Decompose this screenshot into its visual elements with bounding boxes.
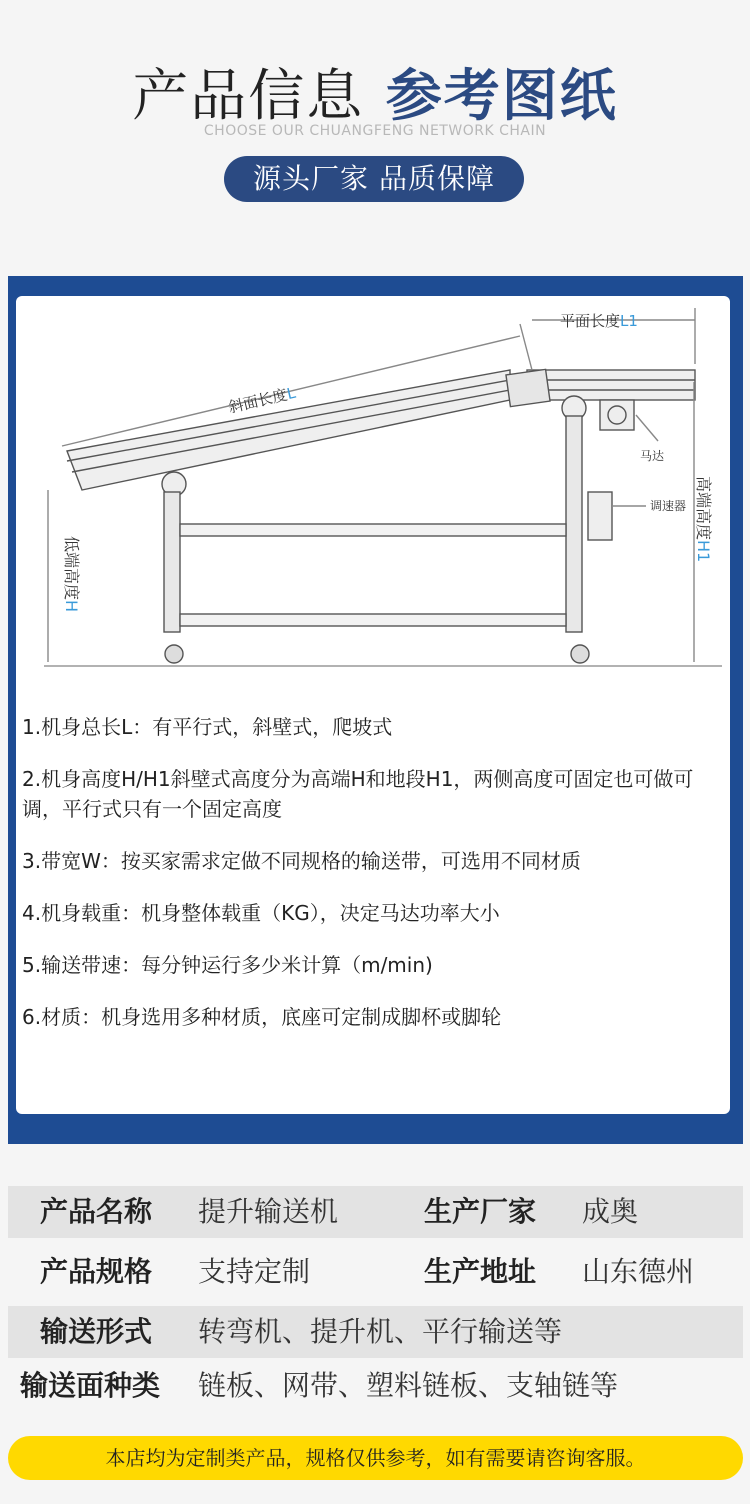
page-header	[0, 0, 750, 260]
spec-list	[22, 712, 730, 1054]
spec-item: 1.机身总长L：有平行式，斜壁式，爬坡式	[22, 715, 393, 739]
svg-text:平面长度L1	[560, 312, 638, 330]
title-reference-drawing: 参考图纸	[385, 64, 618, 129]
value-manufacturer: 成奥	[582, 1195, 639, 1228]
label-high-height-symbol: H1	[694, 540, 713, 563]
label-slope-length-symbol: L	[285, 383, 298, 404]
spec-item: 2.机身高度H/H1斜壁式高度分为高端H和地段H1，两侧高度可固定也可做可调，平行式只有一个固定高度	[22, 767, 694, 821]
label-surface-type: 输送面种类	[20, 1369, 161, 1402]
label-speed-controller: 调速器	[650, 499, 687, 513]
value-product-spec: 支持定制	[198, 1255, 311, 1288]
table-row	[8, 1306, 743, 1358]
custom-notice-banner: 本店均为定制类产品，规格仅供参考，如有需要请咨询客服。	[8, 1436, 743, 1480]
label-low-height-symbol: H	[62, 600, 81, 613]
spec-item: 3.带宽W：按买家需求定做不同规格的输送带，可选用不同材质	[22, 849, 581, 873]
label-manufacturer: 生产厂家	[424, 1195, 537, 1228]
label-production-address: 生产地址	[424, 1255, 537, 1288]
label-motor: 马达	[640, 449, 665, 463]
title-product-info: 产品信息	[132, 64, 365, 129]
label-product-name: 产品名称	[40, 1195, 153, 1228]
spec-item: 5.输送带速：每分钟运行多少米计算（m/min)	[22, 953, 433, 977]
svg-text:低端高度H	[62, 536, 81, 612]
label-flat-length-symbol: L1	[620, 312, 638, 330]
label-high-height: 高端高度	[694, 476, 713, 541]
value-surface-type: 链板、网带、塑料链板、支轴链等	[198, 1369, 619, 1402]
label-product-spec: 产品规格	[40, 1255, 153, 1288]
page-title	[0, 52, 750, 132]
label-flat-length: 平面长度	[560, 312, 621, 330]
svg-text:高端高度H1	[694, 476, 713, 562]
table-row	[8, 1186, 743, 1238]
spec-item: 6.材质：机身选用多种材质，底座可定制成脚杯或脚轮	[22, 1005, 502, 1029]
label-slope-length: 斜面长度	[226, 385, 290, 417]
table-row	[8, 1360, 743, 1412]
label-conveying-form: 输送形式	[40, 1315, 153, 1348]
conveyor-drawing	[22, 296, 728, 688]
spec-item: 4.机身载重：机身整体载重（KG），决定马达功率大小	[22, 901, 500, 925]
value-conveying-form: 转弯机、提升机、平行输送等	[198, 1315, 563, 1348]
label-low-height: 低端高度	[62, 536, 81, 601]
value-product-name: 提升输送机	[198, 1195, 339, 1228]
page-subtitle: CHOOSE OUR CHUANGFENG NETWORK CHAIN	[203, 123, 547, 139]
slogan-pill: 源头厂家 品质保障	[224, 156, 524, 202]
table-row	[8, 1246, 743, 1298]
value-production-address: 山东德州	[582, 1255, 695, 1288]
